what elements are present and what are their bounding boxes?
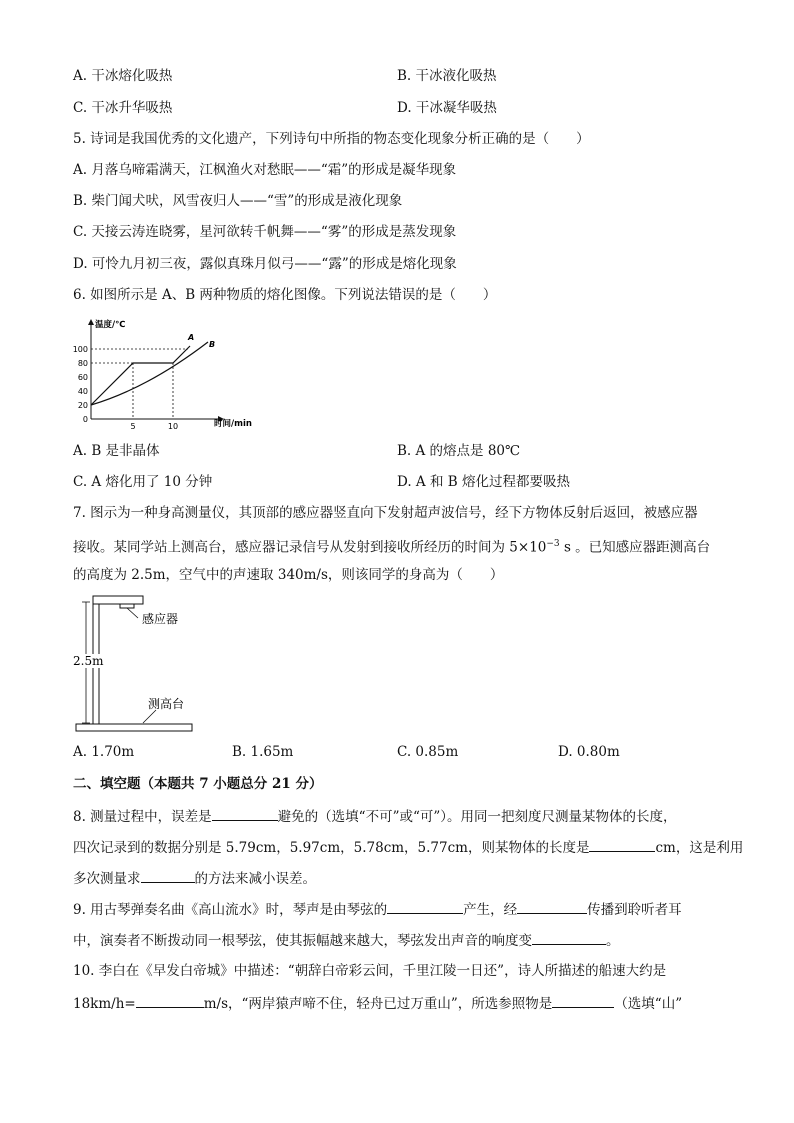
curve-b	[91, 342, 208, 405]
sensor-pointer	[127, 608, 138, 618]
q9-l1-tail: 传播到聆听者耳	[587, 902, 682, 918]
q6-option-a: A. B 是非晶体	[73, 443, 160, 459]
q7-option-c: C. 0.85m	[397, 744, 459, 760]
q7-exponent: −3	[546, 539, 560, 549]
q7-line2-tail: s 。已知感应器距测高台	[559, 539, 711, 556]
q6-stem: 6. 如图所示是 A、B 两种物质的熔化图像。下列说法错误的是（ ）	[73, 287, 497, 303]
q8-l3-tail: 的方法来减小误差。	[194, 871, 316, 887]
q8-line2	[73, 837, 743, 857]
graph-xlabel: 时间/min	[214, 419, 252, 429]
platform-pointer	[143, 710, 156, 723]
platform	[76, 724, 192, 731]
q8-blank-2[interactable]	[589, 837, 655, 852]
q7-option-a: A. 1.70m	[73, 744, 135, 760]
q8-l2-tail: cm，这是利用	[655, 840, 744, 856]
q9-line1	[73, 899, 682, 919]
curve-a	[91, 346, 190, 405]
graph-ylabel: 温度/℃	[95, 320, 126, 330]
q10-line2	[73, 993, 682, 1013]
q9-line2	[73, 930, 620, 950]
y-tick-80: 80	[77, 359, 88, 368]
height-meter-figure	[68, 592, 208, 737]
q4-option-b: B. 干冰液化吸热	[397, 68, 497, 84]
x-tick-5: 5	[130, 422, 136, 431]
q7-option-d: D. 0.80m	[558, 744, 620, 760]
q9-blank-3[interactable]	[532, 930, 606, 945]
q5-option-c: C. 天接云涛连晓雾，星河欲转千帆舞——“雾”的形成是蒸发现象	[73, 224, 457, 240]
sensor-label: 感应器	[142, 612, 179, 626]
q9-l2-tail: 。	[606, 933, 620, 949]
q8-l3-text: 多次测量求	[73, 871, 141, 887]
q6-option-c: C. A 熔化用了 10 分钟	[73, 474, 213, 490]
q5-option-b: B. 柴门闻犬吠，风雪夜归人——“雪”的形成是液化现象	[73, 193, 403, 209]
q8-l1-text: 8. 测量过程中，误差是	[73, 809, 212, 825]
q8-line1	[73, 806, 677, 826]
q9-l1-mid: 产生，经	[463, 902, 518, 918]
q9-blank-2[interactable]	[517, 899, 587, 914]
q8-blank-3[interactable]	[141, 868, 195, 883]
q8-line3	[73, 868, 316, 888]
height-label: 2.5m	[73, 654, 104, 668]
q9-blank-1[interactable]	[387, 899, 463, 914]
meter-top-arm	[93, 596, 143, 604]
y-tick-100: 100	[72, 345, 88, 354]
curve-a-label: A	[188, 333, 195, 342]
q5-option-d: D. 可怜九月初三夜，露似真珠月似弓——“露”的形成是熔化现象	[73, 256, 457, 272]
q9-l2-text: 中，演奏者不断拨动同一根琴弦，使其振幅越来越大，琴弦发出声音的响度变	[73, 933, 532, 949]
q10-l2-tail: （选填“山”	[614, 996, 683, 1012]
q5-stem: 5. 诗词是我国优秀的文化遗产，下列诗句中所指的物态变化现象分析正确的是（ ）	[73, 131, 590, 147]
q9-l1-text: 9. 用古琴弹奏名曲《高山流水》时，琴声是由琴弦的	[73, 902, 388, 918]
q10-blank-2[interactable]	[552, 993, 614, 1008]
q7-line3: 的高度为 2.5m，空气中的声速取 340m/s，则该同学的身高为（ ）	[73, 567, 504, 583]
q10-l2-text: 18km/h=	[73, 996, 136, 1012]
q7-line2	[73, 535, 710, 557]
q6-option-b: B. A 的熔点是 80℃	[397, 443, 521, 459]
q8-blank-1[interactable]	[212, 806, 278, 821]
q8-l2-text: 四次记录到的数据分别是 5.79cm，5.97cm，5.78cm，5.77cm，则某物体的长度是	[73, 840, 590, 856]
q7-line2-text: 接收。某同学站上测高台，感应器记录信号从发射到接收所经历的时间为 5×10	[73, 539, 547, 556]
q4-option-a: A. 干冰熔化吸热	[73, 68, 173, 84]
q7-line1: 7. 图示为一种身高测量仪，其顶部的感应器竖直向下发射超声波信号，经下方物体反射后返回，被感应器	[73, 505, 698, 521]
platform-label: 测高台	[148, 697, 185, 711]
y-tick-20: 20	[77, 401, 88, 410]
q7-option-b: B. 1.65m	[232, 744, 294, 760]
melting-graph	[68, 316, 252, 436]
q6-option-d: D. A 和 B 熔化过程都要吸热	[397, 474, 570, 490]
q4-option-c: C. 干冰升华吸热	[73, 100, 173, 116]
q10-line1: 10. 李白在《早发白帝城》中描述：“朝辞白帝彩云间，千里江陵一日还”，诗人所描述的船速大约是	[73, 963, 667, 979]
q10-l2-mid: m/s，“两岸猿声啼不住，轻舟已过万重山”，所选参照物是	[203, 996, 553, 1012]
q5-option-a: A. 月落乌啼霜满天，江枫渔火对愁眠——“霜”的形成是凝华现象	[73, 162, 457, 178]
q10-blank-1[interactable]	[136, 993, 204, 1008]
y-tick-60: 60	[77, 373, 88, 382]
x-tick-10: 10	[167, 422, 179, 431]
q8-l1-tail: 避免的（选填“不可”或“可”）。用同一把刻度尺测量某物体的长度，	[277, 809, 677, 825]
curve-b-label: B	[209, 340, 216, 349]
q4-option-d: D. 干冰凝华吸热	[397, 100, 497, 116]
sensor	[120, 604, 134, 608]
y-tick-0: 0	[82, 415, 88, 424]
y-tick-40: 40	[77, 387, 88, 396]
section-title: 二、填空题（本题共 7 小题总分 21 分）	[73, 776, 323, 792]
